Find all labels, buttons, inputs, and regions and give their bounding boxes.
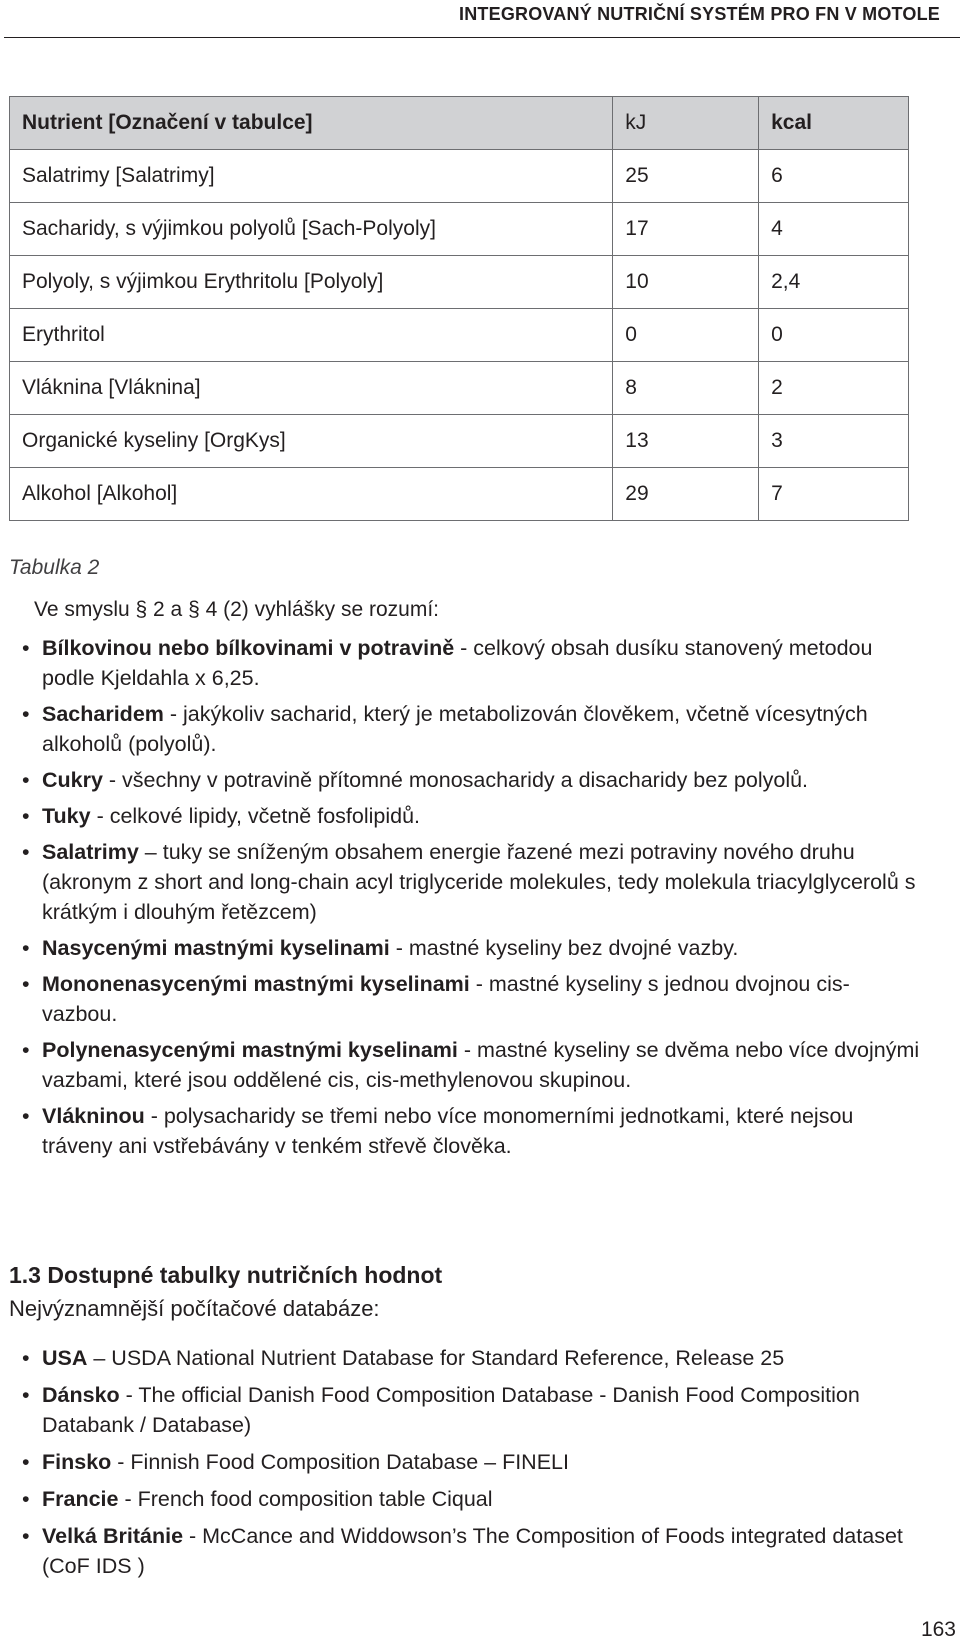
nutrient-cell: Organické kyseliny [OrgKys] xyxy=(10,415,613,468)
table-row xyxy=(10,468,909,521)
definition-item xyxy=(22,837,922,927)
database-item xyxy=(22,1380,922,1440)
kcal-cell: 7 xyxy=(759,468,909,521)
table-row xyxy=(10,415,909,468)
definition-item xyxy=(22,801,922,831)
column-header-kj: kJ xyxy=(613,97,759,150)
table-header-row xyxy=(10,97,909,150)
kj-cell: 25 xyxy=(613,150,759,203)
definition-item xyxy=(22,1101,922,1161)
database-country: USA xyxy=(42,1346,88,1370)
kcal-cell: 0 xyxy=(759,309,909,362)
section-heading: 1.3 Dostupné tabulky nutričních hodnot xyxy=(9,1262,443,1288)
nutrient-cell: Vláknina [Vláknina] xyxy=(10,362,613,415)
kcal-cell: 2,4 xyxy=(759,256,909,309)
definition-item xyxy=(22,699,922,759)
table-row xyxy=(10,362,909,415)
kj-cell: 17 xyxy=(613,203,759,256)
bullet: • xyxy=(22,636,30,660)
database-country: Dánsko xyxy=(42,1383,120,1407)
kcal-cell: 2 xyxy=(759,362,909,415)
definition-term: Cukry xyxy=(42,768,103,792)
definition-term: Bílkovinou nebo bílkovinami v potravině xyxy=(42,636,455,660)
definition-item xyxy=(22,1035,922,1095)
database-country: Francie xyxy=(42,1487,119,1511)
bullet: • xyxy=(22,1524,30,1548)
definitions-list xyxy=(22,633,922,1167)
database-country: Velká Británie xyxy=(42,1524,184,1548)
definition-term: Salatrimy xyxy=(42,840,139,864)
database-name: - Finnish Food Composition Database – FINELI xyxy=(111,1450,569,1474)
definitions-intro: Ve smyslu § 2 a § 4 (2) vyhlášky se rozumí: xyxy=(34,598,439,621)
bullet: • xyxy=(22,702,30,726)
database-name: - French food composition table Ciqual xyxy=(118,1487,493,1511)
header-rule xyxy=(4,37,960,38)
definition-term: Tuky xyxy=(42,804,91,828)
definition-item xyxy=(22,933,922,963)
definition-item xyxy=(22,633,922,693)
bullet: • xyxy=(22,1450,30,1474)
definition-text: - mastné kyseliny s jednou dvojnou cis- vazbou. xyxy=(42,972,850,1026)
kcal-cell: 4 xyxy=(759,203,909,256)
nutrient-cell: Salatrimy [Salatrimy] xyxy=(10,150,613,203)
page-number: 163 xyxy=(920,1618,956,1641)
bullet: • xyxy=(22,972,30,996)
definition-item xyxy=(22,969,922,1029)
kj-cell: 10 xyxy=(613,256,759,309)
table-row xyxy=(10,150,909,203)
definition-text: - jakýkoliv sacharid, který je metabolizován člověkem, včetně vícesytných alkoholů (polyolů). xyxy=(42,702,868,756)
database-item xyxy=(22,1447,922,1477)
table-row xyxy=(10,309,909,362)
definition-term: Sacharidem xyxy=(42,702,164,726)
nutrient-cell: Polyoly, s výjimkou Erythritolu [Polyoly] xyxy=(10,256,613,309)
column-header-nutrient: Nutrient [Označení v tabulce] xyxy=(10,97,613,150)
database-name: – USDA National Nutrient Database for Standard Reference, Release 25 xyxy=(87,1346,785,1370)
kj-cell: 29 xyxy=(613,468,759,521)
kj-cell: 0 xyxy=(613,309,759,362)
database-item xyxy=(22,1521,922,1581)
nutrient-cell: Alkohol [Alkohol] xyxy=(10,468,613,521)
bullet: • xyxy=(22,1346,30,1370)
bullet: • xyxy=(22,804,30,828)
bullet: • xyxy=(22,1104,30,1128)
definition-term: Nasycenými mastnými kyselinami xyxy=(42,936,390,960)
bullet: • xyxy=(22,1038,30,1062)
definition-item xyxy=(22,765,922,795)
definition-term: Vlákninou xyxy=(42,1104,145,1128)
kj-cell: 8 xyxy=(613,362,759,415)
bullet: • xyxy=(22,936,30,960)
definition-text: - celkový obsah dusíku stanovený metodou podle Kjeldahla x 6,25. xyxy=(42,636,873,690)
kj-cell: 13 xyxy=(613,415,759,468)
kcal-cell: 3 xyxy=(759,415,909,468)
column-header-kcal: kcal xyxy=(759,97,909,150)
definition-text: - celkové lipidy, včetně fosfolipidů. xyxy=(90,804,421,828)
database-item xyxy=(22,1343,922,1373)
definition-text: - všechny v potravině přítomné monosacharidy a disacharidy bez polyolů. xyxy=(102,768,809,792)
definition-text: – tuky se sníženým obsahem energie řazené mezi potraviny nového druhu (akronym z short and long-chain acyl triglyceride molekules, tedy molekula triacylglycerolů s krátkým i dlouhým řetězcem) xyxy=(42,840,916,924)
bullet: • xyxy=(22,1487,30,1511)
table-caption: Tabulka 2 xyxy=(9,556,100,579)
database-country: Finsko xyxy=(42,1450,112,1474)
definition-text: - mastné kyseliny bez dvojné vazby. xyxy=(389,936,739,960)
section-subheading: Nejvýznamnější počítačové databáze: xyxy=(9,1296,380,1321)
table-row xyxy=(10,203,909,256)
definition-term: Mononenasycenými mastnými kyselinami xyxy=(42,972,470,996)
database-list xyxy=(22,1343,922,1588)
definition-term: Polynenasycenými mastnými kyselinami xyxy=(42,1038,458,1062)
database-name: - The official Danish Food Composition Database - Danish Food Composition Databank / Database) xyxy=(42,1383,860,1437)
definition-text: - polysacharidy se třemi nebo více monomerními jednotkami, které nejsou tráveny ani vstřebávány v tenkém střevě člověka. xyxy=(42,1104,854,1158)
bullet: • xyxy=(22,768,30,792)
definition-text: - mastné kyseliny se dvěma nebo více dvojnými vazbami, které jsou oddělené cis, cis-methylenovou skupinou. xyxy=(42,1038,920,1092)
nutrient-cell: Sacharidy, s výjimkou polyolů [Sach-Polyoly] xyxy=(10,203,613,256)
running-header: INTEGROVANÝ NUTRIČNÍ SYSTÉM PRO FN V MOTOLE xyxy=(459,4,940,24)
bullet: • xyxy=(22,840,30,864)
database-name: - McCance and Widdowson’s The Composition of Foods integrated dataset (CoF IDS ) xyxy=(42,1524,903,1578)
nutrient-energy-table xyxy=(9,96,909,521)
database-item xyxy=(22,1484,922,1514)
kcal-cell: 6 xyxy=(759,150,909,203)
bullet: • xyxy=(22,1383,30,1407)
nutrient-cell: Erythritol xyxy=(10,309,613,362)
table-row xyxy=(10,256,909,309)
